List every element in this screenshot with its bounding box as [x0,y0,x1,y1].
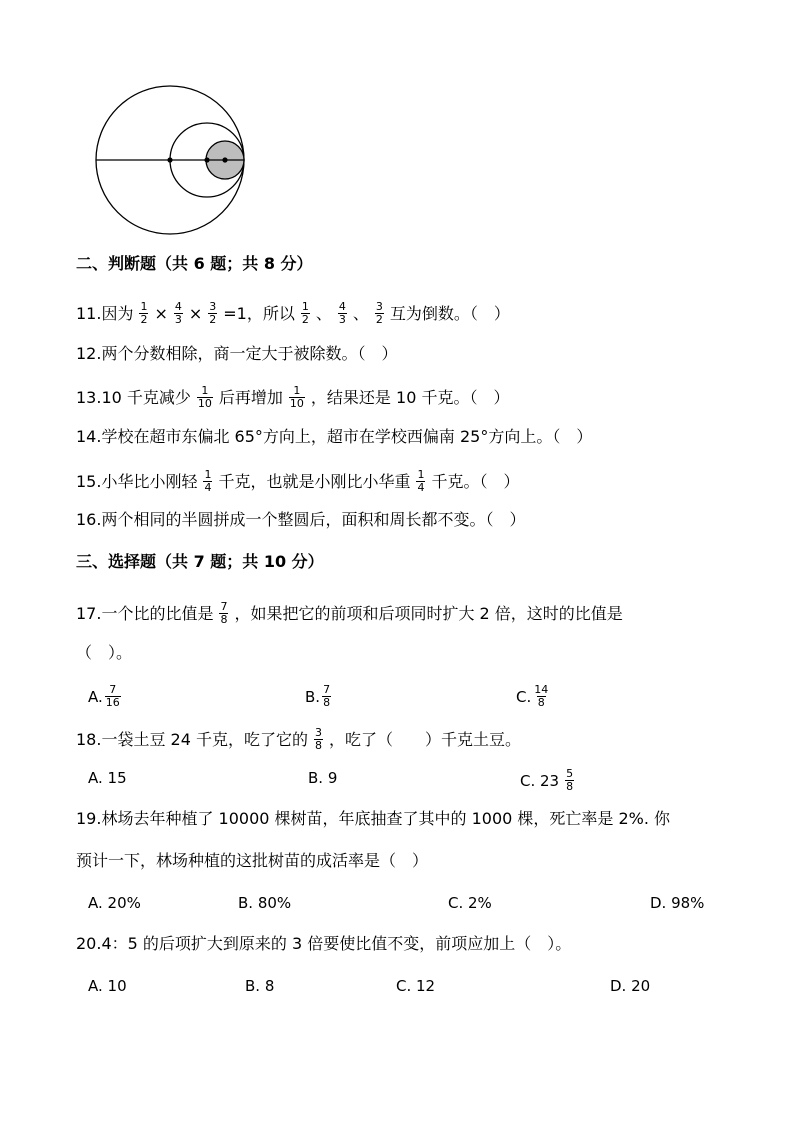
fraction: $\frac{7}{8}$ [323,683,331,709]
fraction: $\frac{14}{8}$ [534,683,549,709]
fraction: $\frac{1}{4}$ [204,468,212,494]
q17-option-c[interactable] [516,684,549,709]
q20-option-b[interactable]: B. 8 [245,977,275,995]
q13-suffix: ，结果还是 10 千克。（ ） [310,387,510,407]
q15-suffix: 千克。（ ） [431,471,520,491]
fraction: $\frac{1}{10}$ [289,384,304,410]
fraction: $\frac{5}{8}$ [566,767,574,793]
separator: 、 [315,303,332,323]
nested-circles-figure [94,84,246,236]
q19-option-c[interactable]: C. 2% [448,894,492,912]
q13-mid: 后再增加 [218,387,283,407]
q20-option-d[interactable]: D. 20 [610,977,651,995]
q18-option-b[interactable]: B. 9 [308,769,338,787]
option-label: A. [88,687,103,706]
q19-option-a[interactable]: A. 20% [88,894,141,912]
fraction: $\frac{3}{2}$ [209,300,217,326]
question-11 [76,301,510,326]
fraction: $\frac{7}{16}$ [105,683,120,709]
section3-title: 三、选择题（共 7 题；共 10 分） [76,552,324,571]
fraction: $\frac{1}{4}$ [417,468,425,494]
center-dot-large [167,157,172,162]
q17-option-a[interactable] [88,684,121,709]
times-sign: × [188,303,203,323]
question-13 [76,385,509,410]
q11-suffix: 互为倒数。（ ） [389,303,510,323]
times-sign: × [154,303,168,323]
fraction: $\frac{1}{2}$ [140,300,148,326]
q20-option-c[interactable]: C. 12 [396,977,436,995]
q19-option-d[interactable]: D. 98% [650,894,705,912]
q18-suffix: ，吃了（ ）千克土豆。 [328,729,521,749]
question-19-line2: 预计一下，林场种植的这批树苗的成活率是（ ） [76,851,429,870]
center-dot-small [222,157,227,162]
q20-option-a[interactable]: A. 10 [88,977,127,995]
fraction: $\frac{7}{8}$ [220,600,228,626]
question-17-line2: （ ）。 [76,643,133,662]
fraction: $\frac{4}{3}$ [338,300,346,326]
q18-option-c[interactable] [520,768,574,793]
fraction: $\frac{3}{2}$ [375,300,383,326]
question-12: 12.两个分数相除，商一定大于被除数。（ ） [76,344,398,363]
q11-mid: =1，所以 [223,303,295,323]
q17-suffix: ，如果把它的前项和后项同时扩大 2 倍，这时的比值是 [234,603,623,623]
q18-prefix: 18.一袋土豆 24 千克，吃了它的 [76,729,308,749]
question-15 [76,469,519,494]
question-17 [76,601,623,626]
fraction: $\frac{3}{8}$ [314,726,322,752]
q15-mid: 千克，也就是小刚比小华重 [218,471,411,491]
option-label: C. 23 [520,771,560,790]
fraction: $\frac{1}{2}$ [301,300,309,326]
q11-prefix: 11.因为 [76,303,134,323]
q19-option-b[interactable]: B. 80% [238,894,292,912]
q17-option-b[interactable] [305,684,331,709]
question-20: 20.4：5 的后项扩大到原来的 3 倍要使比值不变，前项应加上（ ）。 [76,934,572,953]
question-16: 16.两个相同的半圆拼成一个整圆后，面积和周长都不变。（ ） [76,510,526,529]
separator: 、 [352,303,369,323]
q15-prefix: 15.小华比小刚轻 [76,471,198,491]
option-label: C. [516,687,532,706]
q17-prefix: 17.一个比的比值是 [76,603,214,623]
section2-title: 二、判断题（共 6 题；共 8 分） [76,254,313,273]
q18-option-a[interactable]: A. 15 [88,769,127,787]
center-dot-medium [204,157,209,162]
question-19: 19.林场去年种植了 10000 棵树苗，年底抽查了其中的 1000 棵，死亡率是 2%. 你 [76,809,671,828]
fraction: $\frac{1}{10}$ [197,384,212,410]
q13-prefix: 13.10 千克减少 [76,387,191,407]
question-14: 14.学校在超市东偏北 65°方向上，超市在学校西偏南 25°方向上。（ ） [76,427,593,446]
option-label: B. [305,687,321,706]
fraction: $\frac{4}{3}$ [174,300,182,326]
question-18 [76,727,521,752]
